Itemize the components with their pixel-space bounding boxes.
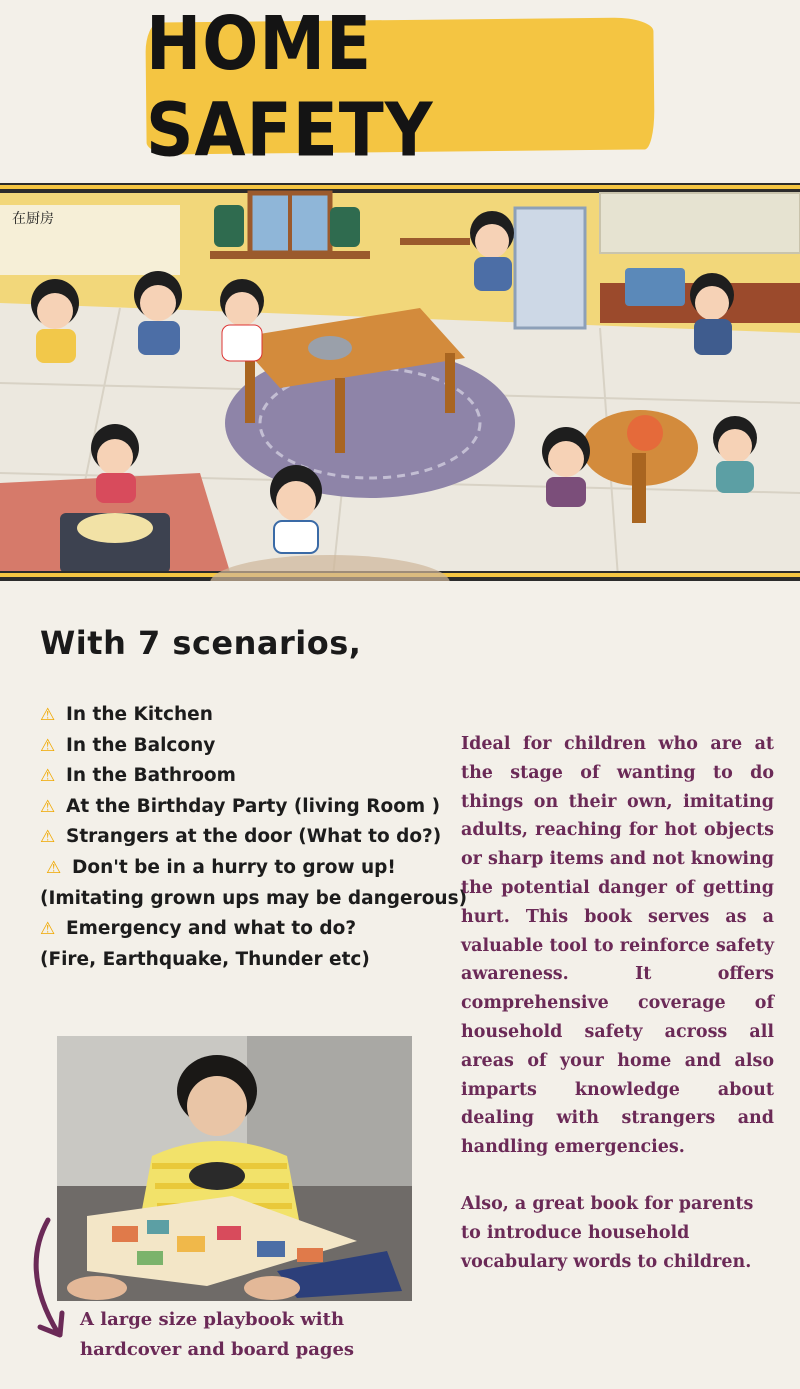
list-item: ⚠ Strangers at the door (What to do?) — [40, 822, 460, 853]
description-paragraph-secondary: Also, a great book for parents to introduce household vocabulary words to children. — [461, 1194, 754, 1272]
list-item-note: (Fire, Earthquake, Thunder etc) — [40, 948, 370, 970]
list-item: ⚠ Emergency and what to do? — [40, 914, 460, 945]
list-item: ⚠ In the Balcony — [40, 731, 460, 762]
warning-icon: ⚠ — [40, 705, 56, 725]
warning-icon: ⚠ — [40, 735, 56, 756]
list-item: ⚠ At the Birthday Party (living Room ) — [40, 792, 460, 823]
warning-icon: ⚠ — [40, 796, 56, 817]
scene-heading: 在厨房 — [12, 211, 54, 227]
list-item: ⚠ In the Kitchen — [40, 700, 460, 731]
book-spread-photo — [0, 183, 800, 605]
photo-caption — [80, 1305, 400, 1365]
page-title: HOME SAFETY — [146, 0, 434, 174]
child-reading-photo — [57, 1036, 412, 1301]
curved-arrow-icon — [18, 1215, 88, 1345]
warning-icon: ⚠ — [46, 857, 62, 878]
scenario-list — [40, 700, 468, 975]
warning-icon: ⚠ — [40, 766, 56, 787]
warning-icon: ⚠ — [40, 919, 56, 940]
caption-line-1: A large size playbook with — [80, 1309, 345, 1330]
list-item-note: (Imitating grown ups may be dangerous) — [40, 887, 468, 909]
description-paragraph: Ideal for children who are at the stage of wanting to do things on their own, imitating adults, reaching for hot objects or sharp items and not knowing the potential danger of getting hurt. This book serves as a valuable tool to reinforce safety awareness. It offers comprehensive coverage of household safety across all areas of your home and also imparts knowledge about dealing with strangers and handling emergencies. — [461, 734, 774, 1158]
warning-icon: ⚠ — [40, 827, 56, 848]
scenarios-heading: With 7 scenarios, — [40, 624, 362, 662]
list-item: ⚠ Don't be in a hurry to grow up! — [40, 853, 460, 884]
caption-line-2: hardcover and board pages — [80, 1339, 355, 1360]
list-item: ⚠ In the Bathroom — [40, 761, 460, 792]
